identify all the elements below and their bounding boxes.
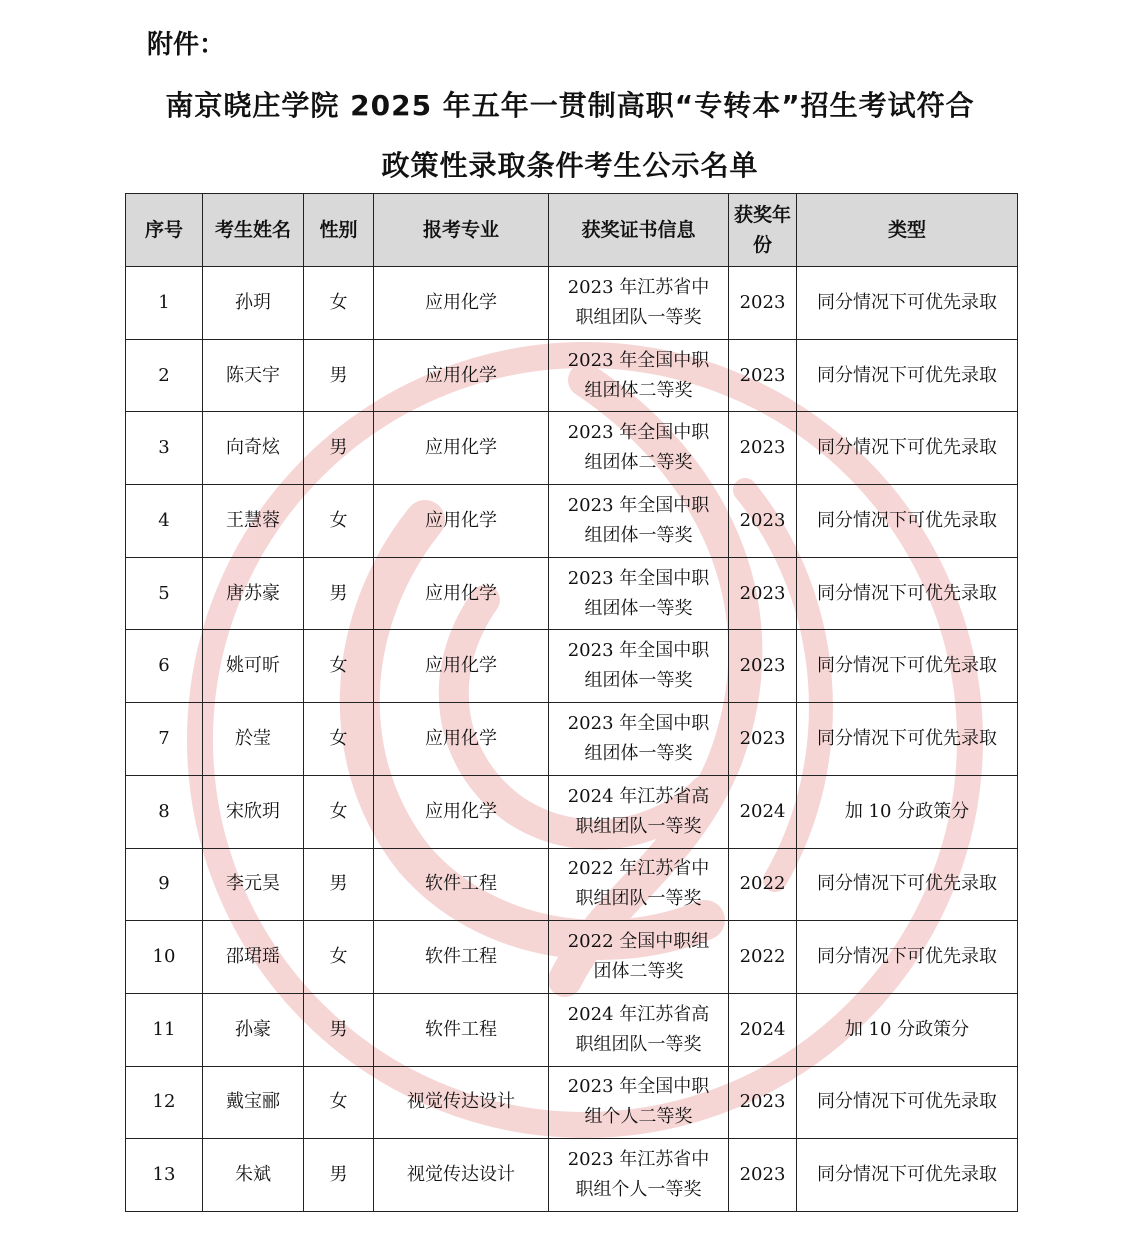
- cell-cert: 2023 年江苏省中职组团队一等奖: [549, 267, 729, 340]
- cell-type: 同分情况下可优先录取: [797, 1139, 1018, 1212]
- cell-gender: 女: [304, 1066, 374, 1139]
- cell-name: 陈天宇: [203, 339, 304, 412]
- cell-cert: 2024 年江苏省高职组团队一等奖: [549, 993, 729, 1066]
- cell-no: 6: [126, 630, 203, 703]
- cell-no: 8: [126, 775, 203, 848]
- cell-type: 同分情况下可优先录取: [797, 921, 1018, 994]
- cell-cert: 2023 年全国中职组团体二等奖: [549, 339, 729, 412]
- cell-no: 10: [126, 921, 203, 994]
- cell-major: 应用化学: [374, 339, 549, 412]
- header-name: 考生姓名: [203, 194, 304, 267]
- cell-type: 同分情况下可优先录取: [797, 267, 1018, 340]
- table-row: [126, 485, 1018, 558]
- cell-type: 同分情况下可优先录取: [797, 412, 1018, 485]
- cell-gender: 男: [304, 993, 374, 1066]
- cell-year: 2023: [729, 485, 797, 558]
- cell-gender: 男: [304, 557, 374, 630]
- header-year: 获奖年份: [729, 194, 797, 267]
- cell-type: 同分情况下可优先录取: [797, 630, 1018, 703]
- cell-name: 戴宝郦: [203, 1066, 304, 1139]
- cell-name: 孙玥: [203, 267, 304, 340]
- cell-name: 邵珺瑶: [203, 921, 304, 994]
- cell-name: 宋欣玥: [203, 775, 304, 848]
- cell-name: 於莹: [203, 703, 304, 776]
- cell-no: 2: [126, 339, 203, 412]
- cell-cert: 2023 年全国中职组团体一等奖: [549, 557, 729, 630]
- cell-gender: 女: [304, 630, 374, 703]
- cell-year: 2023: [729, 339, 797, 412]
- table-row: [126, 339, 1018, 412]
- cell-gender: 女: [304, 485, 374, 558]
- cell-year: 2023: [729, 1066, 797, 1139]
- cell-major: 应用化学: [374, 485, 549, 558]
- header-gender: 性别: [304, 194, 374, 267]
- cell-no: 3: [126, 412, 203, 485]
- cell-cert: 2022 全国中职组团体二等奖: [549, 921, 729, 994]
- cell-gender: 男: [304, 412, 374, 485]
- cell-type: 加 10 分政策分: [797, 993, 1018, 1066]
- cell-cert: 2023 年全国中职组团体一等奖: [549, 485, 729, 558]
- cell-gender: 男: [304, 339, 374, 412]
- cell-name: 王慧蓉: [203, 485, 304, 558]
- cell-year: 2023: [729, 703, 797, 776]
- table-row: [126, 630, 1018, 703]
- cell-major: 应用化学: [374, 267, 549, 340]
- table-row: [126, 993, 1018, 1066]
- cell-major: 应用化学: [374, 703, 549, 776]
- cell-major: 软件工程: [374, 921, 549, 994]
- table-row: [126, 267, 1018, 340]
- header-major: 报考专业: [374, 194, 549, 267]
- cell-year: 2022: [729, 921, 797, 994]
- cell-gender: 男: [304, 848, 374, 921]
- cell-name: 姚可昕: [203, 630, 304, 703]
- cell-no: 11: [126, 993, 203, 1066]
- cell-year: 2023: [729, 1139, 797, 1212]
- cell-year: 2024: [729, 993, 797, 1066]
- table-row: [126, 412, 1018, 485]
- cell-type: 同分情况下可优先录取: [797, 339, 1018, 412]
- cell-type: 同分情况下可优先录取: [797, 848, 1018, 921]
- table-row: [126, 1139, 1018, 1212]
- cell-major: 软件工程: [374, 993, 549, 1066]
- cell-year: 2023: [729, 557, 797, 630]
- cell-cert: 2023 年江苏省中职组个人一等奖: [549, 1139, 729, 1212]
- header-cert: 获奖证书信息: [549, 194, 729, 267]
- cell-cert: 2023 年全国中职组团体一等奖: [549, 703, 729, 776]
- cell-gender: 男: [304, 1139, 374, 1212]
- cell-year: 2023: [729, 630, 797, 703]
- candidate-table: [125, 193, 1018, 1212]
- cell-major: 应用化学: [374, 630, 549, 703]
- cell-cert: 2024 年江苏省高职组团队一等奖: [549, 775, 729, 848]
- cell-year: 2024: [729, 775, 797, 848]
- cell-cert: 2023 年全国中职组团体二等奖: [549, 412, 729, 485]
- cell-major: 应用化学: [374, 775, 549, 848]
- cell-no: 7: [126, 703, 203, 776]
- cell-cert: 2022 年江苏省中职组团队一等奖: [549, 848, 729, 921]
- cell-major: 软件工程: [374, 848, 549, 921]
- cell-year: 2023: [729, 267, 797, 340]
- cell-cert: 2023 年全国中职组个人二等奖: [549, 1066, 729, 1139]
- header-no: 序号: [126, 194, 203, 267]
- table-row: [126, 775, 1018, 848]
- cell-type: 同分情况下可优先录取: [797, 485, 1018, 558]
- table-row: [126, 848, 1018, 921]
- cell-name: 朱斌: [203, 1139, 304, 1212]
- cell-major: 应用化学: [374, 557, 549, 630]
- attachment-label: 附件：: [147, 30, 226, 60]
- page-title-line-2: 政策性录取条件考生公示名单: [381, 149, 759, 182]
- cell-year: 2022: [729, 848, 797, 921]
- page-title-line-1: 南京晓庄学院 2025 年五年一贯制高职“专转本”招生考试符合: [165, 89, 975, 122]
- cell-cert: 2023 年全国中职组团体一等奖: [549, 630, 729, 703]
- cell-type: 同分情况下可优先录取: [797, 557, 1018, 630]
- cell-type: 加 10 分政策分: [797, 775, 1018, 848]
- cell-gender: 女: [304, 703, 374, 776]
- cell-type: 同分情况下可优先录取: [797, 1066, 1018, 1139]
- cell-name: 向奇炫: [203, 412, 304, 485]
- cell-no: 12: [126, 1066, 203, 1139]
- cell-name: 唐苏豪: [203, 557, 304, 630]
- cell-type: 同分情况下可优先录取: [797, 703, 1018, 776]
- cell-gender: 女: [304, 267, 374, 340]
- cell-major: 应用化学: [374, 412, 549, 485]
- table-row: [126, 921, 1018, 994]
- cell-no: 4: [126, 485, 203, 558]
- cell-name: 孙豪: [203, 993, 304, 1066]
- table-row: [126, 1066, 1018, 1139]
- cell-no: 1: [126, 267, 203, 340]
- table-row: [126, 703, 1018, 776]
- cell-no: 5: [126, 557, 203, 630]
- cell-gender: 女: [304, 921, 374, 994]
- header-type: 类型: [797, 194, 1018, 267]
- cell-major: 视觉传达设计: [374, 1066, 549, 1139]
- cell-year: 2023: [729, 412, 797, 485]
- cell-no: 13: [126, 1139, 203, 1212]
- table-row: [126, 557, 1018, 630]
- cell-major: 视觉传达设计: [374, 1139, 549, 1212]
- cell-gender: 女: [304, 775, 374, 848]
- table-header-row: [126, 194, 1018, 267]
- cell-name: 李元昊: [203, 848, 304, 921]
- cell-no: 9: [126, 848, 203, 921]
